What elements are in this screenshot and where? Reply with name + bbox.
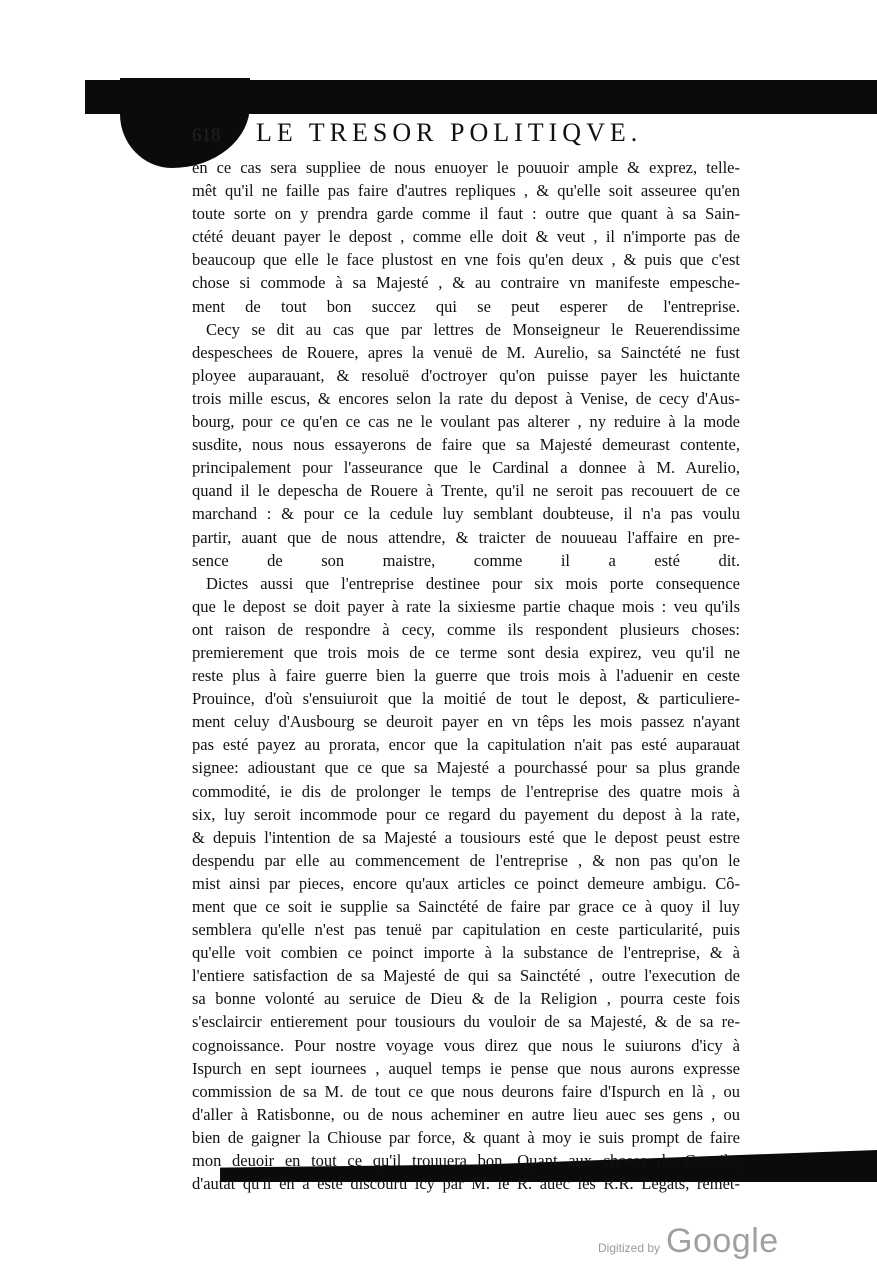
text-line: mist ainsi par pieces, encore qu'aux articles ce poinct demeure ambigu. Cô- [192,873,740,893]
page-number: 618 [192,125,221,146]
paragraph [192,318,740,572]
text-line: d'aller à Ratisbonne, ou de nous acheminer en autre lieu auec ses gens , ou [192,1104,740,1124]
paragraph [192,572,740,1196]
text-line: bourg, pour ce qu'en ce cas ne le voulant pas alterer , ny reduire à la mode [192,412,740,432]
text-line: Prouince, d'où s'ensuiuroit que la moitié de tout le depost, & particuliere- [192,689,740,709]
text-line: ment celuy d'Ausbourg se deuroit payer en vn têps les mois passez n'ayant [192,712,740,732]
text-line: beaucoup que elle le face plustost en vne fois qu'en deux , & puis que c'est [192,250,740,270]
book-page [192,118,740,1195]
text-line: mon deuoir en tout ce qu'il trouuera bon. Quant aux choses du Concile, [192,1151,740,1171]
text-line: pas esté payez au prorata, encor que la capitulation n'ait pas esté auparauat [192,735,740,755]
text-line: sence de son maistre, comme il a esté dit. [192,550,740,570]
text-line: bien de gaigner la Chiouse par force, & quant à moy ie suis prompt de faire [192,1127,740,1147]
text-line: cognoissance. Pour nostre voyage vous direz que nous le suiurons d'icy à [192,1035,740,1055]
text-line: despeschees de Rouere, apres la venuë de M. Aurelio, sa Sainctété ne fust [192,342,740,362]
text-line: despendu par elle au commencement de l'entreprise , & non pas qu'on le [192,850,740,870]
text-line: ment de tout bon succez qui se peut esperer de l'entreprise. [192,296,740,316]
running-head [192,118,740,156]
text-line: partir, auant que de nous attendre, & traicter de nouueau l'affaire en pre- [192,527,740,547]
paragraph [192,156,740,318]
text-line: premierement que trois mois de ce terme sont desia expirez, veu qu'il ne [192,642,740,662]
text-line: toute sorte on y prendra garde comme il faut : outre que quant à sa Sain- [192,204,740,224]
body-text [192,156,740,1195]
text-line: Ispurch en sept iournees , auquel temps ie pense que nous aurons expresse [192,1058,740,1078]
text-line: commission de sa M. de tout ce que nous deurons faire d'Ispurch en là , ou [192,1081,740,1101]
text-line: trois mille escus, & encores selon la rate du depost à Venise, de cecy d'Aus- [192,388,740,408]
text-line: que le depost se doit payer à rate la sixiesme partie chaque mois : veu qu'ils [192,596,740,616]
google-logo: Google [666,1222,779,1260]
text-line: l'entiere satisfaction de sa Majesté de qui sa Sainctété , outre l'execution de [192,966,740,986]
text-line: mêt qu'il ne faille pas faire d'autres repliques , & qu'elle soit asseuree qu'en [192,181,740,201]
text-line: semblera qu'elle n'est pas tenuë par capitulation en ceste particularité, puis [192,920,740,940]
text-line: Cecy se dit au cas que par lettres de Monseigneur le Reuerendissime [206,319,740,339]
text-line: Dictes aussi que l'entreprise destinee pour six mois porte consequence [206,573,740,593]
text-line: ont raison de respondre à cecy, comme ils respondent plusieurs choses: [192,619,740,639]
digitized-by-label: Digitized by [598,1241,661,1255]
text-line: ployee auparauant, & resoluë d'octroyer qu'on puisse payer les huictante [192,365,740,385]
text-line: commodité, ie dis de prolonger le temps de l'entreprise des quatre mois à [192,781,740,801]
text-line: sa bonne volonté au seruice de Dieu & de la Religion , pourra ceste fois [192,989,740,1009]
text-line: reste plus à faire guerre bien la guerre que trois mois à l'aduenir en ceste [192,666,740,686]
text-line: marchand : & pour ce la cedule luy semblant doubteuse, il n'a pas voulu [192,504,740,524]
text-line: & depuis l'intention de sa Majesté a tousiours esté que le depost peust estre [192,827,740,847]
text-line: signee: adioustant que ce que sa Majesté a pourchassé pour sa plus grande [192,758,740,778]
text-line: d'autât qu'il en a esté discouru icy par M. le R. auec les R.R. Legats, remet- [192,1174,740,1194]
text-line: ment que ce soit ie supplie sa Sainctété de faire par grace ce à quoy il luy [192,897,740,916]
text-line: quand il le depescha de Rouere à Trente, qu'il ne seroit pas recouuert de ce [192,481,740,501]
text-line: s'esclaircir entierement pour tousiours du vouloir de sa Majesté, & de sa re- [192,1012,740,1032]
text-line: principalement pour l'asseurance que le Cardinal a donnee à M. Aurelio, [192,458,740,478]
text-line: chose si commode à sa Majesté , & au contraire vn manifeste empesche- [192,273,740,293]
text-line: susdite, nous nous essayerons de faire que sa Majesté demeurast contente, [192,435,740,455]
text-line: six, luy seroit incommode pour ce regard du payement du depost à la rate, [192,804,740,824]
text-line: ctété deuant payer le depost , comme elle doit & veut , il n'importe pas de [192,227,740,247]
text-line: qu'elle voit combien ce poinct importe à la substance de l'entreprise, & à [192,943,740,963]
text-line: en ce cas sera suppliee de nous enuoyer le pouuoir ample & exprez, telle- [192,158,740,177]
book-title: LE TRESOR POLITIQVE. [256,118,643,147]
digitization-watermark [598,1222,779,1261]
